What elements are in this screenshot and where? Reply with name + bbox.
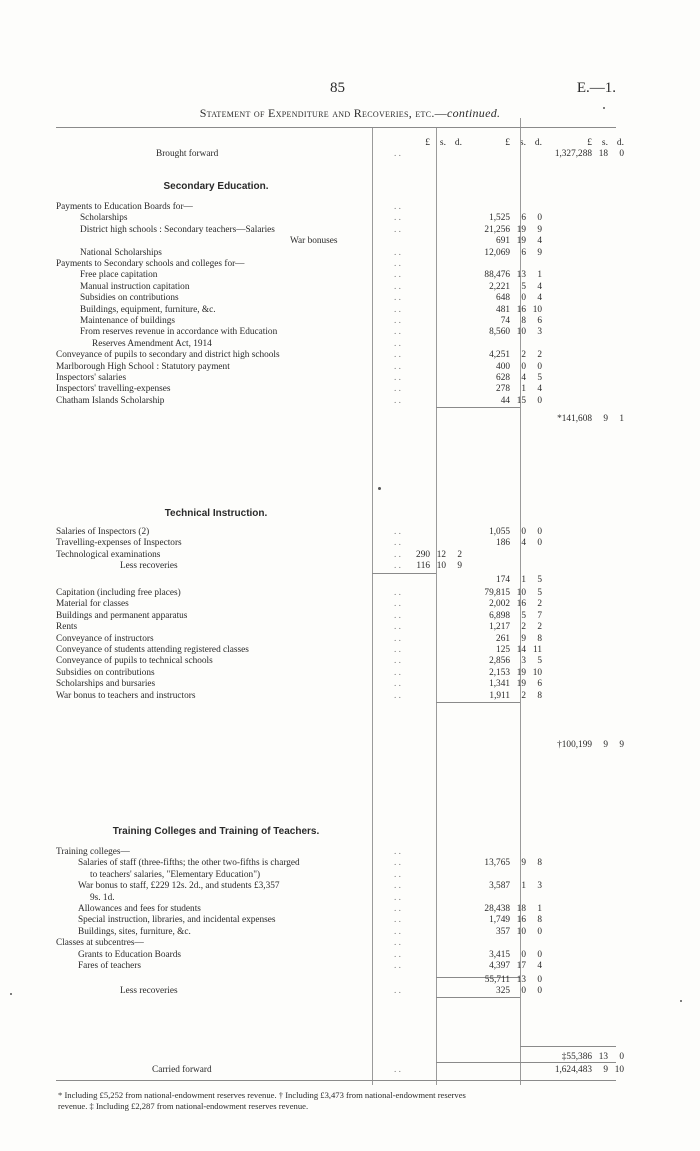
amount-col2-pounds: 4,251	[489, 350, 510, 361]
amount-col2-shillings: 6	[521, 213, 526, 224]
row-description: Inspectors' salaries	[56, 373, 127, 383]
amount-col2	[462, 690, 542, 703]
row-leader-dots: . .	[394, 281, 401, 292]
amount-col3-shillings: 9	[603, 1065, 608, 1075]
row-description: Salaries of Inspectors (2)	[56, 527, 150, 537]
amount-col2-pounds: 174	[496, 574, 510, 585]
row-leader-dots: . .	[394, 1065, 401, 1075]
amount-col3-pence: 0	[619, 149, 624, 159]
footnote-line-1: * Including £5,252 from national-endowment reserves revenue. † Including £3,473 from national-endowment reserves	[58, 1090, 466, 1100]
rule-below-carried-forward	[56, 1080, 616, 1081]
amount-col2-pence: 0	[537, 361, 542, 372]
amount-col2-pence: 4	[537, 961, 542, 971]
row-description: Payments to Secondary schools and colleges for—	[56, 259, 245, 269]
amount-col2-pounds: 1,911	[489, 690, 510, 701]
amount-col2-pence: 6	[537, 679, 542, 690]
row-leader-dots: . .	[394, 259, 401, 269]
header-rule	[56, 127, 616, 128]
col1-unit-shillings: s.	[439, 138, 446, 148]
row-leader-dots: . .	[394, 149, 401, 159]
row-description: War bonuses	[290, 236, 338, 247]
section-total-shillings: 9	[603, 414, 608, 424]
amount-col2-shillings: 15	[516, 395, 526, 406]
amount-col2-shillings: 16	[516, 599, 526, 610]
row-leader-dots: . .	[394, 599, 401, 610]
row-leader-dots: . .	[394, 656, 401, 667]
amount-col2-pence: 5	[537, 574, 542, 585]
row-description: Manual instruction capitation	[80, 281, 190, 292]
row-leader-dots: . .	[394, 679, 401, 690]
row-description: Less recoveries	[120, 561, 178, 572]
row-leader-dots: . .	[394, 373, 401, 383]
row-description: Conveyance of pupils to technical schools	[56, 656, 213, 667]
amount-col2-shillings: 0	[521, 527, 526, 537]
amount-col2-pounds: 1,217	[489, 622, 510, 633]
amount-col2-pence: 2	[537, 622, 542, 633]
amount-col2-shillings: 2	[521, 622, 526, 633]
row-leader-dots: . .	[394, 527, 401, 537]
row-leader-dots: . .	[394, 633, 401, 644]
amount-col2-shillings: 4	[521, 538, 526, 549]
row-leader-dots: . .	[394, 384, 401, 395]
row-leader-dots: . .	[394, 395, 401, 406]
amount-col2-shillings: 0	[521, 949, 526, 960]
page-title-continued: continued.	[446, 106, 501, 120]
row-description: Conveyance of instructors	[56, 633, 154, 644]
amount-col2-pence: 5	[537, 588, 542, 598]
amount-col2-pounds: 278	[496, 384, 510, 395]
amount-col2-shillings: 14	[516, 645, 526, 655]
row-description: From reserves revenue in accordance with Education	[80, 327, 278, 338]
amount-col2-shillings: 19	[516, 224, 526, 235]
rule-above-section-total-col3	[520, 1046, 616, 1047]
row-description: Reserves Amendment Act, 1914	[92, 338, 212, 349]
row-leader-dots: . .	[394, 847, 401, 857]
section-total-pence: 0	[619, 1052, 624, 1062]
section-total-rule	[436, 997, 520, 998]
row-description: Inspectors' travelling-expenses	[56, 384, 171, 395]
amount-col2-pence: 4	[537, 293, 542, 304]
col3-unit-shillings: s.	[601, 138, 608, 148]
row-description: Material for classes	[56, 599, 129, 610]
page-number: 85	[330, 80, 345, 96]
row-description: Buildings, sites, furniture, &c.	[78, 926, 191, 937]
row-description: to teachers' salaries, "Elementary Education")	[90, 869, 261, 880]
amount-col2-pounds: 3,587	[489, 881, 510, 892]
amount-col2-shillings: 10	[516, 588, 526, 598]
section-heading: Secondary Education.	[163, 181, 269, 192]
col2-unit-pence: d.	[534, 138, 542, 148]
amount-col2-pence: 0	[537, 527, 542, 537]
col1-unit-pence: d.	[454, 138, 462, 148]
amount-col2-pence: 5	[537, 656, 542, 667]
amount-col2-pounds: 3,415	[489, 949, 510, 960]
amount-col1-pence: 2	[457, 549, 462, 560]
amount-col2-shillings: 19	[516, 236, 526, 247]
amount-col2-pounds: 1,749	[489, 915, 510, 926]
row-leader-dots: . .	[394, 869, 401, 880]
amount-col2-pence: 11	[533, 645, 542, 655]
amount-col2	[462, 985, 542, 998]
amount-col2-pounds: 261	[496, 633, 510, 644]
amount-col2-pounds: 2,002	[489, 599, 510, 610]
row-leader-dots: . .	[394, 316, 401, 326]
ledger-row	[56, 574, 616, 587]
amount-col2-pounds: 4,397	[489, 961, 510, 971]
row-leader-dots: . .	[394, 202, 401, 212]
amount-col2	[462, 574, 542, 587]
row-leader-dots: . .	[394, 926, 401, 937]
amount-col3-pounds: 1,327,288	[554, 149, 592, 159]
amount-col2-pounds: 21,256	[484, 224, 510, 235]
amount-col1	[382, 560, 462, 573]
row-leader-dots: . .	[394, 538, 401, 549]
section-heading: Training Colleges and Training of Teachers.	[112, 826, 320, 837]
amount-col1-shillings: 10	[436, 561, 446, 572]
section-total	[530, 1052, 624, 1062]
row-leader-dots: . .	[394, 904, 401, 914]
ledger-row	[56, 560, 616, 573]
amount-col2-pence: 0	[537, 949, 542, 960]
amount-col2-shillings: 0	[521, 986, 526, 997]
section-total-pence: 9	[619, 740, 624, 750]
row-description: 9s. 1d.	[90, 892, 115, 903]
section-total-pence: 1	[619, 414, 624, 424]
row-description: Training colleges—	[56, 847, 130, 857]
row-leader-dots: . .	[394, 588, 401, 598]
amount-col2-pence: 1	[537, 270, 542, 281]
amount-col2-shillings: 10	[516, 926, 526, 937]
amount-col2-pence: 6	[537, 316, 542, 326]
amount-col2-pounds: 88,476	[484, 270, 510, 281]
row-description: Scholarships	[80, 213, 128, 224]
row-description: Free place capitation	[80, 270, 158, 281]
amount-col3-shillings: 18	[598, 149, 608, 159]
row-leader-dots: . .	[394, 247, 401, 258]
row-leader-dots: . .	[394, 304, 401, 315]
row-description: Conveyance of pupils to secondary and district high schools	[56, 350, 280, 361]
amount-col2-pence: 0	[537, 926, 542, 937]
ledger-row	[56, 985, 616, 998]
amount-col2-shillings: 18	[516, 904, 526, 914]
row-description: Buildings and permanent apparatus	[56, 610, 188, 621]
row-leader-dots: . .	[394, 213, 401, 224]
amount-col2-shillings: 4	[521, 373, 526, 383]
row-description: Maintenance of buildings	[80, 316, 176, 326]
row-leader-dots: . .	[394, 270, 401, 281]
amount-col2	[462, 960, 542, 973]
amount-col2-pence: 10	[532, 667, 542, 678]
amount-col2-pounds: 2,221	[489, 281, 510, 292]
amount-col2-pence: 1	[537, 904, 542, 914]
col2-unit-pounds: £	[505, 138, 510, 148]
amount-col2-pence: 8	[537, 858, 542, 869]
amount-col2-shillings: 19	[516, 679, 526, 690]
print-speck	[603, 107, 605, 109]
amount-col2-shillings: 16	[516, 915, 526, 926]
amount-col2-pence: 0	[537, 395, 542, 406]
amount-col2-pounds: 357	[496, 926, 510, 937]
amount-col2-shillings: 17	[516, 961, 526, 971]
row-leader-dots: . .	[394, 622, 401, 633]
section-total	[530, 740, 624, 750]
row-leader-dots: . .	[394, 561, 401, 572]
footnote-line-2: revenue. ‡ Including £2,287 from national-endowment reserves revenue.	[58, 1101, 309, 1111]
col3-unit-pence: d.	[616, 138, 624, 148]
row-leader-dots: . .	[394, 667, 401, 678]
row-leader-dots: . .	[394, 858, 401, 869]
amount-col2-shillings: 1	[521, 881, 526, 892]
page-title-main: Statement of Expenditure and Recoveries, etc.	[199, 106, 435, 120]
print-speck	[378, 487, 381, 490]
row-description: Rents	[56, 622, 78, 633]
ledger-row	[56, 148, 624, 161]
amount-col2-shillings: 8	[521, 316, 526, 326]
row-description: Classes at subcentres—	[56, 938, 144, 949]
amount-col2-pounds: 1,525	[489, 213, 510, 224]
section-total-rule	[436, 702, 520, 703]
row-description: Allowances and fees for students	[78, 904, 201, 914]
amount-col2-pence: 2	[537, 599, 542, 610]
amount-col1-pounds: 290	[416, 549, 430, 560]
row-description: Travelling-expenses of Inspectors	[56, 538, 182, 549]
document-reference: E.—1.	[576, 80, 616, 96]
row-description: Buildings, equipment, furniture, &c.	[80, 304, 216, 315]
amount-col2-shillings: 13	[516, 270, 526, 281]
row-leader-dots: . .	[394, 915, 401, 926]
row-description: Carried forward	[152, 1065, 212, 1075]
amount-col2-pounds: 2,153	[489, 667, 510, 678]
row-leader-dots: . .	[394, 938, 401, 949]
amount-col2-pence: 3	[537, 881, 542, 892]
row-description: Special instruction, libraries, and incidental expenses	[78, 915, 276, 926]
amount-col2-shillings: 10	[516, 327, 526, 338]
amount-col2-pounds: 12,069	[484, 247, 510, 258]
amount-col2-shillings: 0	[521, 361, 526, 372]
row-leader-dots: . .	[394, 350, 401, 361]
amount-col2-pence: 7	[537, 610, 542, 621]
amount-col2-shillings: 1	[521, 384, 526, 395]
section-total-shillings: 9	[603, 740, 608, 750]
amount-col2-pence: 8	[537, 915, 542, 926]
amount-col2-pounds: 628	[496, 373, 510, 383]
ledger-row	[56, 395, 616, 408]
row-description: Subsidies on contributions	[56, 667, 155, 678]
col2-unit-shillings: s.	[519, 138, 526, 148]
row-leader-dots: . .	[394, 224, 401, 235]
row-description: Fares of teachers	[78, 961, 141, 971]
amount-col2-pounds: 2,856	[489, 656, 510, 667]
section-total-shillings: 13	[598, 1052, 608, 1062]
amount-col1-shillings: 12	[436, 549, 446, 560]
footnotes	[58, 1090, 618, 1112]
row-leader-dots: . .	[394, 881, 401, 892]
amount-col2-shillings: 13	[516, 974, 526, 985]
amount-col2-pence: 4	[537, 281, 542, 292]
print-speck	[680, 1000, 682, 1002]
amount-col3	[530, 1064, 624, 1077]
row-leader-dots: . .	[394, 645, 401, 655]
amount-col2-pence: 5	[537, 373, 542, 383]
amount-col2-pence: 10	[532, 304, 542, 315]
section-total-pounds: *141,608	[557, 414, 592, 424]
section-total	[530, 414, 624, 424]
amount-col2-pence: 3	[537, 327, 542, 338]
section-total-rule	[436, 407, 520, 408]
row-description: War bonus to staff, £229 12s. 2d., and students £3,357	[78, 881, 280, 892]
row-leader-dots: . .	[394, 690, 401, 701]
row-leader-dots: . .	[394, 338, 401, 349]
amount-col3-pence: 10	[614, 1065, 624, 1075]
row-leader-dots: . .	[394, 961, 401, 971]
row-description: Subsidies on contributions	[80, 293, 179, 304]
row-description: Scholarships and bursaries	[56, 679, 156, 690]
rule-above-carried-forward	[436, 1062, 616, 1063]
row-leader-dots: . .	[394, 610, 401, 621]
amount-col2-shillings: 5	[521, 610, 526, 621]
amount-col2-pounds: 55,711	[484, 974, 510, 985]
amount-col2-pounds: 325	[496, 986, 510, 997]
section-total-pounds: ‡55,386	[561, 1052, 592, 1062]
amount-col2-pence: 4	[537, 236, 542, 247]
col3-units-header	[530, 138, 624, 148]
amount-col2-pounds: 13,765	[484, 858, 510, 869]
amount-col2-shillings: 2	[521, 350, 526, 361]
amount-col2-shillings: 3	[521, 656, 526, 667]
amount-col2-shillings: 6	[521, 247, 526, 258]
col3-unit-pounds: £	[587, 138, 592, 148]
amount-col2-pence: 2	[537, 350, 542, 361]
amount-col2-pounds: 125	[496, 645, 510, 655]
col1-units-header	[382, 138, 462, 148]
row-description: Grants to Education Boards	[78, 949, 182, 960]
amount-col3-pounds: 1,624,483	[554, 1065, 592, 1075]
col1-unit-pounds: £	[425, 138, 430, 148]
row-leader-dots: . .	[394, 949, 401, 960]
amount-col2-shillings: 2	[521, 690, 526, 701]
amount-col2-pounds: 44	[500, 395, 510, 406]
amount-col2-pence: 0	[537, 986, 542, 997]
amount-col2-pence: 0	[537, 213, 542, 224]
amount-col2-pence: 4	[537, 384, 542, 395]
amount-col2-pounds: 6,898	[489, 610, 510, 621]
row-description: Technological examinations	[56, 549, 161, 560]
print-speck	[10, 993, 12, 995]
amount-col3	[530, 148, 624, 161]
amount-col2-pounds: 8,560	[489, 327, 510, 338]
row-description: Less recoveries	[120, 986, 178, 997]
amount-col2-pounds: 691	[496, 236, 510, 247]
amount-col2	[462, 395, 542, 408]
amount-col1-pence: 9	[457, 561, 462, 572]
row-description: District high schools : Secondary teachers—Salaries	[80, 224, 275, 235]
amount-col2-shillings: 16	[516, 304, 526, 315]
row-description: Capitation (including free places)	[56, 588, 181, 598]
row-description: Chatham Islands Scholarship	[56, 395, 165, 406]
amount-col2-pounds: 1,055	[489, 527, 510, 537]
row-description: Payments to Education Boards for—	[56, 202, 193, 212]
amount-col2-pence: 8	[537, 690, 542, 701]
amount-col2-pence: 9	[537, 224, 542, 235]
section-total-pounds: †100,199	[557, 740, 592, 750]
ledger-row	[56, 960, 616, 973]
amount-col2-shillings: 9	[521, 858, 526, 869]
row-description: Marlborough High School : Statutory payment	[56, 361, 230, 372]
row-leader-dots: . .	[394, 293, 401, 304]
row-leader-dots: . .	[394, 986, 401, 997]
amount-col2-pounds: 186	[496, 538, 510, 549]
amount-col2-pounds: 1,341	[489, 679, 510, 690]
amount-col2-shillings: 9	[521, 633, 526, 644]
amount-col2-pounds: 481	[496, 304, 510, 315]
row-description: War bonus to teachers and instructors	[56, 690, 196, 701]
amount-col2-pence: 9	[537, 247, 542, 258]
page-title-separator: —	[434, 106, 447, 120]
amount-col2-pence: 0	[537, 538, 542, 549]
amount-col1-pounds: 116	[416, 561, 430, 572]
ledger-row	[56, 1064, 624, 1077]
row-description: Salaries of staff (three-fifths; the other two-fifths is charged	[78, 858, 300, 869]
amount-col2-pence: 0	[537, 974, 542, 985]
amount-col2-pence: 8	[537, 633, 542, 644]
amount-col2-pounds: 400	[496, 361, 510, 372]
row-leader-dots: . .	[394, 327, 401, 338]
amount-col2-pounds: 74	[500, 316, 510, 326]
amount-col2-pounds: 648	[496, 293, 510, 304]
amount-col2-shillings: 0	[521, 293, 526, 304]
row-description: Brought forward	[156, 149, 219, 159]
row-description: Conveyance of students attending registered classes	[56, 645, 249, 655]
amount-col2-pounds: 28,438	[484, 904, 510, 914]
section-heading: Technical Instruction.	[164, 508, 268, 519]
row-leader-dots: . .	[394, 892, 401, 903]
row-description: National Scholarships	[80, 247, 162, 258]
row-leader-dots: . .	[394, 549, 401, 560]
amount-col2-pounds: 79,815	[484, 588, 510, 598]
amount-col2-shillings: 5	[521, 281, 526, 292]
amount-col2-shillings: 1	[521, 574, 526, 585]
ledger-row	[56, 690, 616, 703]
amount-col2-shillings: 19	[516, 667, 526, 678]
row-leader-dots: . .	[394, 361, 401, 372]
